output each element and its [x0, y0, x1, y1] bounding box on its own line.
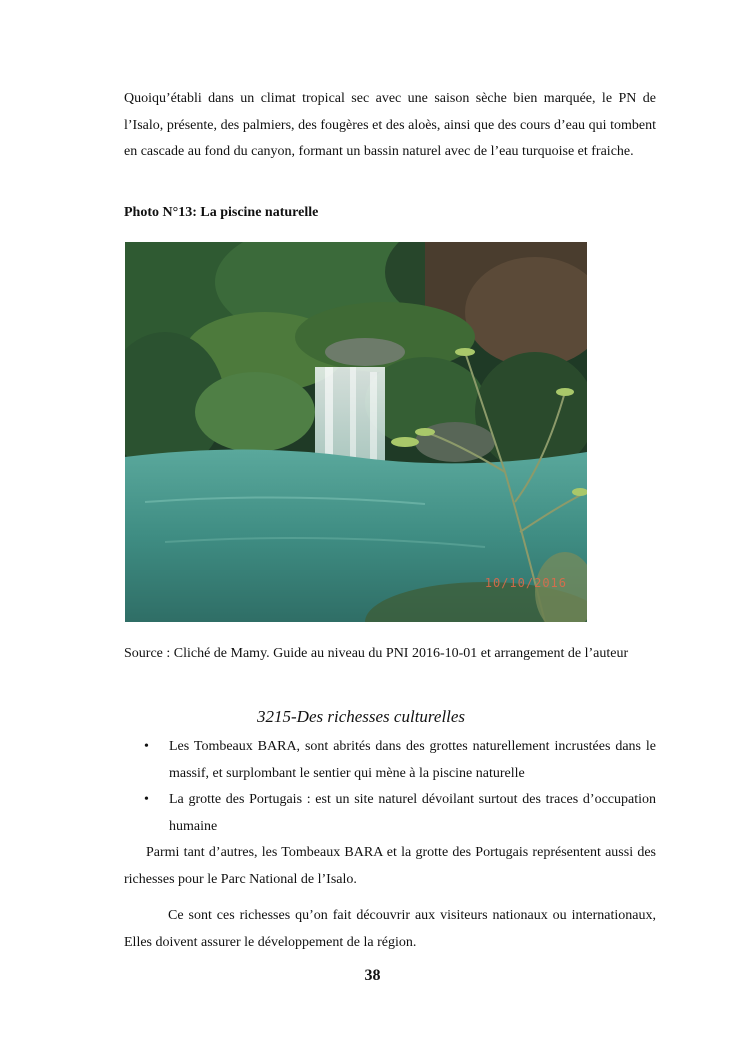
source-line: Source : Cliché de Mamy. Guide au niveau du PNI 2016-10-01 et arrangement de l’auteur	[124, 646, 629, 661]
bullet-text: Les Tombeaux BARA, sont abrités dans des grottes naturellement incrustées dans le massif, et surplombant le sentier qui mène à la piscine naturelle	[169, 739, 656, 781]
section-title: 3215-Des richesses culturelles	[257, 707, 466, 726]
paragraph-2: Parmi tant d’autres, les Tombeaux BARA et la grotte des Portugais représentent aussi des richesses pour le Parc National de l’Isalo.	[124, 845, 656, 887]
bullet-item	[124, 734, 656, 787]
photo-caption: Photo N°13: La piscine naturelle	[124, 205, 319, 220]
bullet-list	[124, 734, 656, 840]
bullet-item	[124, 787, 656, 840]
natural-pool-photo	[125, 242, 587, 622]
paragraph-3: Ce sont ces richesses qu’on fait découvrir aux visiteurs nationaux ou internationaux, Elles doivent assurer le développement de la région.	[124, 908, 656, 950]
bullet-dot: •	[144, 792, 149, 807]
intro-paragraph: Quoiqu’établi dans un climat tropical sec avec une saison sèche bien marquée, le PN de l’Isalo, présente, des palmiers, des fougères et des aloès, ainsi que des cours d’eau qui tombent en cascade au fond du canyon, formant un bassin naturel avec de l’eau turquoise et fraiche.	[124, 91, 656, 159]
page-number: 38	[364, 967, 381, 984]
bullet-dot: •	[144, 739, 149, 754]
photo-date-stamp: 10/10/2016	[484, 576, 567, 590]
bullet-text: La grotte des Portugais : est un site naturel dévoilant surtout des traces d’occupation humaine	[169, 792, 656, 834]
